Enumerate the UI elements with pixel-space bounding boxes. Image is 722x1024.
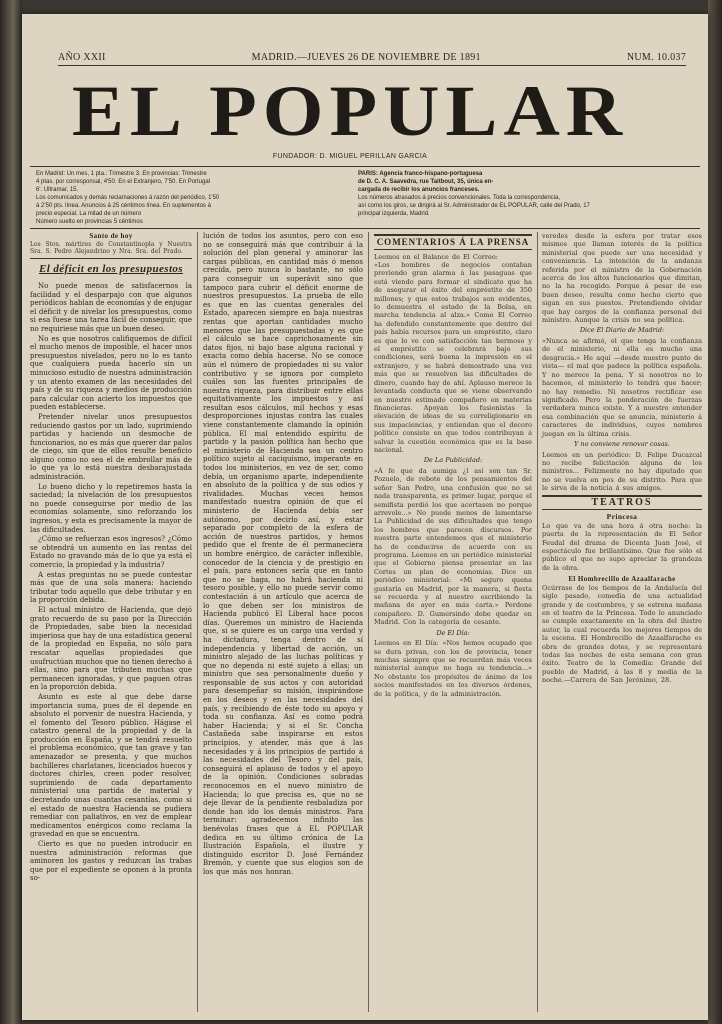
paris-line: PARIS: Agencia franco-hispano-portuguesa xyxy=(358,171,483,177)
theatre-name: Princesa xyxy=(606,512,638,522)
paragraph: Pretender nivelar unos presupuestos reduciendo gastos por un lado, suprimiendo partidas y haciendo un desmoche de funcionarios, no es más que querer dar palos de ciego, sin que de ellos resulte beneficio alguno como no sea el de embrollar más de lo que ya lo está nuestra desbarajustada administración. xyxy=(30,412,192,482)
dateline-bar xyxy=(58,52,686,66)
paris-line: Los números atrasados á precios convencionales. Toda la correspondencia, xyxy=(358,195,561,201)
column-4-subhead: Y no conviene renovar cosas. xyxy=(574,439,670,448)
column-4-text-2: «Nunca se afirmó, el que tenga la confianza de el ministerio, ni ella es mucho una desgracia.» He aquí —desde nuestro punto de vista— el mal que padece la política española. Y no merece la pena. Y si nosotros no lo hacemos, el ministerio lo tendrá que hacer; no hay remedio. Ni nosotros rectificar ese significado. Pero la ponderación de fuerzas verdadera nunca existe. Y á nuestro entender esa combinación que se anuncia, ministerio á caracteres de individuos, cuyos nombres juegan en la última crisis. xyxy=(542,337,702,438)
subscription-line: 4 ptas. por corresponsal, 4'50. En el Extranjero, 7'50. En Portugal xyxy=(36,179,211,185)
paragraph: No es que nosotros califiquemos de difícil el mucho menos de imposible, el hacer unos presupuestos nivelados, pero no lo es tanto que cualquiera pueda hacerlo sin un minucioso estudio de nuestra administración y un atento examen de las necesidades del país y de su riqueza y medios de producción para calcular con acierto los impuestos que pueden establecerse. xyxy=(30,334,192,412)
column-divider xyxy=(197,232,198,1012)
subscription-line: precio especial. La mitad de un número xyxy=(36,211,142,217)
paris-agency-notice xyxy=(358,170,698,218)
press-intro: Leemos en el Balance de El Correo: xyxy=(374,252,498,261)
column-divider xyxy=(368,232,369,1012)
column-3 xyxy=(374,232,532,698)
issue-number: NUM. 10.037 xyxy=(626,52,686,63)
press-text-2: «Á fe que da aumiga ¿l así son tan Sr. Pozuelo, de rebote de los pensamientos del señor San Pedro, una confusión que no sé nada transparenta, es primer lugar, porque el semifista perdió los que acertasen no porque arrevole...» No puede menos de lamentarse La Publicidad de sus dificultades que tengo los hombres que parecen discursos. Por nuestra parte entendemos que el ministerio ha de conducirse de acuerdo con su programa. Leemos en un periódico ministerial que el Gobierno piensa presentar en las Cortes un plan de economías. Dice un periódico ministerial: «Mi seguro quena gustaría en Madrid, por la manera, si fiesta se recuerda y al nuestro escribiendo la mañana de ayer en más carta.» Perdone compañero. D. Gumersindo debe quedar en Madrid. Con la categoría de cesante. xyxy=(374,466,532,627)
year-label: AÑO XXII xyxy=(58,52,106,63)
paragraph: ¿Cómo se refuerzan esos ingresos? ¿Cómo se obtendrá un aumento en las rentas del Estado no gravando más de lo que ya está el comercio, la propiedad y la industria? xyxy=(30,535,192,569)
date-label: MADRID.—JUEVES 26 DE NOVIEMBRE DE 1891 xyxy=(251,52,481,63)
press-subhead: De La Publicidad: xyxy=(423,456,483,465)
subscription-line: Los comunicados y demás reclamaciones á razón del periódico, 1'50 xyxy=(36,195,220,201)
subscription-line: Número suelto en provincias 5 céntimos xyxy=(36,219,143,225)
column-4-text: veredes desde la esfera por tratar esos mismos que llaman interés de la política ministerial que puede ser una necesidad y conveniencia. La intención de la andanza referida por el ministro de la Gobernación acerca de los altos funcionarios que dimitan, no la ha recogido. Porque á pesar de ese buen deseo, resulta como hecho cierto que sigan en sus puestos. Pretendiendo olvidar que hay cargos de la confianza personal del ministro. Aunque la crisis no sea política. xyxy=(542,232,702,325)
saints-title: Santo de hoy xyxy=(89,232,133,240)
press-comments-title: COMENTARIOS Á LA PRENSA xyxy=(374,234,532,250)
subscription-info xyxy=(36,170,336,226)
paragraph: A estas preguntas no se puede contestar más que de una sola manera: haciendo tributar todo aquello que debe tributar y en la proporción debida. xyxy=(30,570,192,605)
founder-line: FUNDADOR: D. MIGUEL PERILLAN GARCIA xyxy=(272,153,428,160)
theatres-title: TEATROS xyxy=(542,495,702,511)
paris-line: cargada de recibir los anuncios franceses. xyxy=(358,187,480,193)
column-4-text-3: Leemos en un periódico: D. Felipe Ducazcal no recibe felicitación alguna de los ministros... Felizmente no hay diputado que no se vuelva en pos de su distrito. Para que le sirva de la noticia á sus amigos. xyxy=(542,450,702,493)
info-rule xyxy=(30,228,700,229)
page-edge-right xyxy=(708,0,722,1024)
paris-line: principal izquierda, Madrid. xyxy=(358,211,430,217)
newspaper-title: EL POPULAR xyxy=(71,70,629,151)
article-title: El déficit en los presupuestos xyxy=(38,263,183,276)
paris-line: así como los giros, se dirigirá al Sr. Administrador de EL POPULAR, calle del Prado, 17 xyxy=(358,203,590,209)
paragraph: Asunto es este al que debe darse importancia suma, pues de él depende en absoluto el porvenir de nuestra Hacienda, y el fomento del Tesoro público. Hágase el catastro general de la propiedad y de la producción en España, y se tendrá resuelto el problema económico, que tan grave y tan amenazador se presenta, y que muchos bachilleres charlatanes, licenciados huecos y doctores chirles, creen poder resolver, suprimiendo de cada departamento ministerial una partida de material y decretando unas cuantas cesantías, como si el estado de nuestra Hacienda se pudiera remediar con paliativos, en vez de emplear medicamentos enérgicos como reclama la gravedad en que se encuentra. xyxy=(30,692,192,839)
press-text: «Los hombres de negocios contaban previendo gran alarma á las pasaguas que está viendo para formar el sindicato que ha de asegurar el éxito del empréstito de 350 millones; y que estos trabajos son evidentes, lo demuestra el estado de la Bolsa, en marcha tendencia al alza.» Como El Correo ha defendido constantemente que dentro del país había recursos para un empréstito, claro es que lo ve con satisfacción tan hermoso y el empréstito se celebrará bajo sus condiciones, será buena la impresión en el extranjero, y se habrá demostrado una vez más que se resuelven las dificultades de dinero, cuando hay de ahí. Aplauso merece la levantada conducta que se viene observando en nuestro estimado compañero en materias financieras. Apoyan los fusionistas la elevación de ideas de su correligionario en sus impaciencias, y entiendan que el decoro político consiste en que todos contribuyan á salvar la cuestión económica que es la base nacional. xyxy=(374,261,532,454)
subscription-line: En Madrid: Un mes, 1 pta.: Trimestre 3. En provincias: Trimestre xyxy=(36,171,207,177)
newspaper-page xyxy=(22,14,708,1020)
column-4 xyxy=(542,232,702,685)
paragraph: El actual ministro de Hacienda, que dejó grato recuerdo de su paso por la Dirección de Propiedades, sabe bien la necesidad imperiosa que hay de una estadística general de la propiedad en España, no sólo para rescatar aquellas propiedades que usufructúan muchos que no tienen derecho á ellas, sino para que tributen muchas que permanecen ignoradas, y que paguen otras en la proporción debida. xyxy=(30,605,192,692)
paragraph: Cierto es que no pueden introducir en nuestra administración reformas que aminoren los gastos y reduzcan las trabas que por el expediente se oponen á la pronta so- xyxy=(30,840,192,883)
book-gutter-left xyxy=(0,0,22,1024)
press-text-3: Leemos en El Día: «Nos hemos ocupado que se dura privan, con los de provincia, tener muchas siempre que se recuerdan más veces ministerial aunque no haga su tendencia...» No obstante los propósitos de ánimo de los socios manifestados en los diversos órdenes, de la política, y de la administración. xyxy=(374,639,532,698)
theatre-play-title: El Hombrecillo de Azaalfarache xyxy=(568,575,676,584)
theatre-review-2: Ocúrrase de los tiempos de la Andalucía del siglo pasado, comedia de una actualidad grande y de costumbres, y se estrena mañana en el teatro de la Princesa. Todo lo anunciado se cumple exactamente en la obra del ilustre autor, la cual recuerda los mejores tiempos de la escena. El Hombrecillo de Azaalfarache es obra de grandes dotes, y se representará todas las noches de esta semana con gran éxito. Teatro de la Comedia: Grande del pueblo de Madrid, á las 8 y media de la noche.—Carrera de San Jerónimo, 28. xyxy=(542,583,702,685)
paris-line: de D. C. A. Saavedra, rue Taitbout, 35, única en- xyxy=(358,179,494,185)
subscription-line: á 2'50 pts. línea. Anuncios á 25 céntimos línea. En suplementos á xyxy=(36,203,211,209)
saints-text: Los Stos. mártires de Constantinopla y Nuestra Sra. S. Pedro Alejandrino y Nra. Sra. del Prado. xyxy=(30,240,192,255)
masthead-rule xyxy=(30,166,700,167)
column-2-text: lución de todos los asuntos, pero con eso no se conseguirá más que contribuir á la solución del plan general y aminorar las cargas públicas, en cantidad más ó menos crecida, pero nunca lo bastante, no sólo para conseguir un superávit sino que tampoco para cubrir el déficit enorme de nuestros presupuestos. La prueba de ello es que en las cuentas generales del Estado, aparecen siempre en baja nuestras rentas que aportan cantidades mucho menores que las presupuestadas y es que el cálculo se hace caprichosamente sin datos fijos, ni bajo base alguna racional y exacta como debía hacerse. No se conoce aún el número de propiedades ni su valor contributivo y se ignora por completo cuáles son las fuentes principales de nuestra riqueza, para distribuir entre ellas equitativamente los impuestos y así resultan esos cálculos, mil hechos y esas desproporciones injustas contra las cuales viene constantemente clamando la opinión pública. El mal entendido espíritu de partido y la pasión política han hecho que el ministerio de Hacienda sea un centro político sujeto al caciquismo, imperante en todos los ministerios, en vez de ser, como debía, un organismo aparte, independiente en absoluto de la política y de sus odios y rivalidades. Muchas veces hemos manifestado nuestra opinión de que el ministerio de Hacienda debía ser autónomo, por decirlo así, y estar separado por completo de la esfera de acción de nuestros partidos, y hemos pedido que el frente de él permaneciera un hombre enérgico, de carácter inflexible, conocedor de la ciencia y de prestigio en el país, para entonces sería que en tanto que no se haga, no habrá hacienda ni tesoro posible, y ello no puede servir como contestación á un artículo que acerca de lo que deben ser los ministros de Hacienda publicó El Liberal hace pocos días. Queremos un ministro de Hacienda que, si se quiere es un cargo una verdad y ha dictadura, tenga dentro de sí independencia y libertad de acción, un ministro alejado de las luchas políticas y que no dependa ni esté sujeto á ellas; un ministro que sea personalmente dueño y responsable de sus actos y con autoridad para desempeñar su misión, inspirándose en los deseos y en las necesidades del país, y recibiendo de éste todo su apoyo y toda su confianza. Así es como podrá haber Hacienda; y si el Sr. Concha Castañeda sabe inspirarse en estos principios, y atender, más que á las necesidades y á los principios de partido á las necesidades del Tesoro y del país, conseguirá el aplauso de todos y el apoyo de la opinión. Condiciones sobradas reconocemos en el nuevo ministro de Hacienda; lo que precisa es, que no se deje llevar de la pendiente resbaladiza por donde han ido los demás ministros. Para terminar: agradecemos infinito las benévolas frases que á EL POPULAR dedica en su último crónica de La Ilustración Española, el ilustre y distinguido escritor D. José Fernández Bremón, y cuente que sus elogios son de los que más nos honran. xyxy=(203,232,363,876)
column-1 xyxy=(30,232,192,884)
subscription-line: 6'. Ultramar, 15. xyxy=(36,187,79,193)
paragraph: Lo bueno dicho y lo repetiremos hasta la saciedad; la nivelación de los presupuestos no puede conseguirse por medio de las economías solamente, sino reforzando los ingresos, y esta es precisamente la mayor de las dificultades. xyxy=(30,482,192,534)
paragraph: No puede menos de satisfacernos la facilidad y el desparpajo con que algunos periódicos hablan de economías y de enjugar el déficit y de nivelar los presupuestos, como si esa fuese una tarea fácil de conseguir, que no requiriese más que un buen deseo. xyxy=(30,282,192,333)
column-4-subhead: Dice El Diario de Madrid: xyxy=(579,326,665,335)
column-2 xyxy=(203,232,363,877)
press-subhead: De El Día: xyxy=(436,628,470,637)
column-divider xyxy=(537,232,538,1012)
theatre-review: Lo que va de una hora á otra noche: la puerta de la representación de El Señor Feudal del drama de Dicenta Juan José, el espectáculo fue brillantísimo. Que fue sólo el público el que no supo apreciar la grandeza de la obra. xyxy=(542,521,702,572)
